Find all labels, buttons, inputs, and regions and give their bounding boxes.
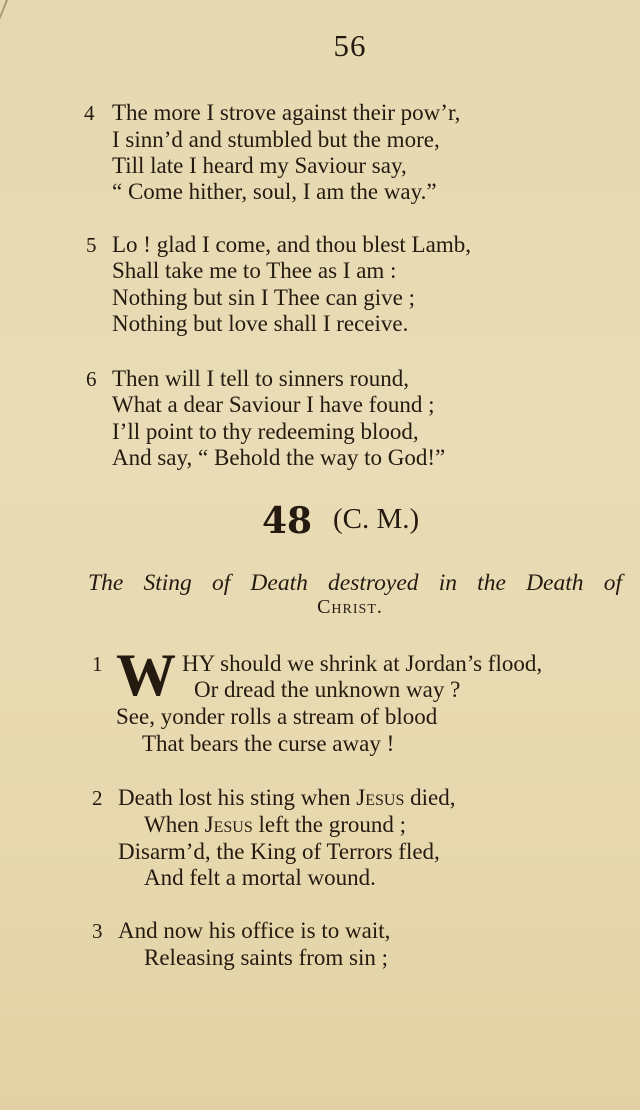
divine-name: Jesus: [204, 812, 253, 837]
divine-name: Jesus: [356, 785, 405, 810]
verse-line: I sinn’d and stumbled but the more,: [112, 127, 440, 152]
stanza-number: 5: [86, 233, 97, 257]
verse-line: I’ll point to thy redeeming blood,: [112, 419, 419, 444]
page-edge-mark: [0, 0, 8, 170]
verse-line: Releasing saints from sin ;: [144, 945, 389, 970]
verse-line: And now his office is to wait,: [118, 918, 391, 943]
hymn-meter: (C. M.): [333, 503, 420, 535]
verse-text: died,: [404, 785, 456, 810]
verse-line: Lo ! glad I come, and thou blest Lamb,: [112, 232, 471, 257]
verse-line: And say, “ Behold the way to God!”: [112, 445, 446, 470]
verse-line: That bears the curse away !: [142, 731, 395, 756]
verse-text: left the ground ;: [252, 812, 407, 837]
verse-line: Shall take me to Thee as I am :: [112, 258, 397, 283]
hymn-title-name: Christ.: [317, 596, 383, 618]
hymn-number: 48: [262, 500, 313, 542]
verse-line: Nothing but love shall I receive.: [112, 311, 409, 336]
verse-line: The more I strove against their pow’r,: [112, 100, 461, 125]
verse-line: [118, 784, 455, 811]
verse-line: Nothing but sin I Thee can give ;: [112, 285, 415, 310]
verse-line: HY should we shrink at Jordan’s flood,: [182, 651, 543, 676]
drop-cap: W: [116, 642, 176, 708]
verse-line: See, yonder rolls a stream of blood: [116, 704, 438, 729]
verse-text: Death lost his sting when: [118, 785, 357, 810]
page-number: 56: [333, 28, 367, 63]
hymn-title: The Sting of Death destroyed in the Death of: [88, 570, 622, 596]
verse-line: Then will I tell to sinners round,: [112, 366, 410, 391]
verse-line: “ Come hither, soul, I am the way.”: [112, 179, 437, 204]
verse-line: [144, 811, 406, 838]
verse-line: Or dread the unknown way ?: [194, 677, 461, 702]
verse-line: Disarm’d, the King of Terrors fled,: [118, 839, 440, 864]
stanza-number: 3: [92, 919, 103, 943]
stanza-number: 6: [86, 367, 97, 391]
verse-text: When: [144, 812, 205, 837]
verse-line: Till late I heard my Saviour say,: [112, 153, 407, 178]
stanza-number: 4: [84, 101, 95, 125]
verse-line: What a dear Saviour I have found ;: [112, 392, 435, 417]
stanza-number: 1: [92, 652, 103, 676]
verse-line: And felt a mortal wound.: [144, 865, 376, 890]
stanza-number: 2: [92, 786, 103, 810]
